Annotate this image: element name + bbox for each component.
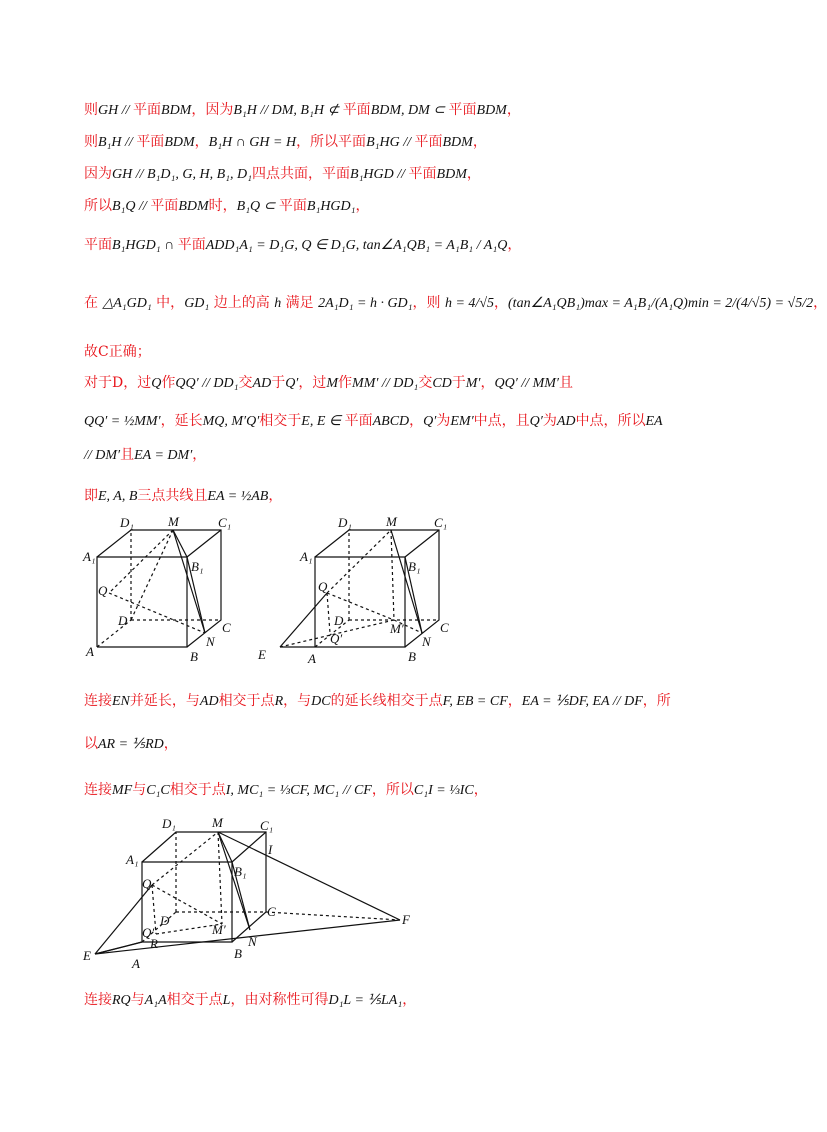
math-fragment: BDM <box>164 135 195 150</box>
text-fragment: 作 <box>161 375 176 391</box>
math-fragment: AD <box>199 694 219 709</box>
text-fragment: 则 <box>84 134 98 150</box>
fig-label: N <box>422 634 431 649</box>
fig-label: M′ <box>212 922 226 937</box>
math-fragment: RQ <box>112 993 131 1008</box>
text-line <box>84 236 521 255</box>
math-fragment: // <box>393 167 409 182</box>
text-fragment: ，所以 <box>371 782 414 798</box>
math-fragment: EA = DM′ <box>134 448 193 463</box>
math-fragment: L <box>222 993 231 1008</box>
math-fragment: AR = ⅕RD <box>98 737 164 752</box>
text-fragment: 平面 <box>344 413 373 429</box>
math-fragment: GH // B₁D₁, G, H, B₁, D₁ <box>112 167 253 182</box>
math-fragment: (tan∠A₁QB₁)max = A₁B₁/(A₁Q)min = 2/(4/√5) = √5/2 <box>508 296 814 311</box>
cube-figure-2 <box>250 515 460 665</box>
math-fragment: // <box>118 103 134 118</box>
fig-label: F <box>402 912 410 927</box>
text-fragment: 平面 <box>414 134 443 150</box>
math-fragment: GH <box>98 103 119 118</box>
text-fragment: 相交于点 <box>166 992 223 1008</box>
math-fragment: AD <box>252 376 272 391</box>
fig-label: B <box>408 649 416 664</box>
math-fragment: Q′ <box>423 414 437 429</box>
math-fragment: BDM <box>178 199 209 214</box>
text-fragment: 相交于 <box>259 413 302 429</box>
math-fragment: EN <box>112 694 130 709</box>
text-line <box>84 343 151 361</box>
text-fragment: 中点，且 <box>473 413 530 429</box>
text-fragment: 平面 <box>150 198 179 214</box>
text-fragment: 四点共面，平面 <box>252 166 351 182</box>
text-fragment: ， <box>480 375 495 391</box>
fig-label: Q <box>318 579 328 594</box>
text-fragment: ，所以平面 <box>296 134 367 150</box>
math-fragment: h = 4/√5 <box>444 296 495 311</box>
text-fragment: ， <box>473 782 488 798</box>
fig-label: B₁ <box>408 559 421 574</box>
text-fragment: ， <box>507 693 522 709</box>
math-fragment: B₁H // DM, B₁H ⊄ <box>233 103 343 118</box>
text-line <box>84 412 663 431</box>
text-line <box>84 165 481 184</box>
fig-label: M′ <box>390 621 404 636</box>
fig-label: E <box>83 948 91 963</box>
math-fragment: ADD₁A₁ = D₁G, Q ∈ D₁G, tan∠A₁QB₁ = A₁B₁ / A₁Q <box>205 238 508 253</box>
text-fragment: ，则 <box>412 295 445 311</box>
text-fragment: ， <box>194 134 209 150</box>
math-fragment: I, MC₁ = ⅓CF, MC₁ // CF <box>225 783 372 798</box>
text-line <box>84 101 521 120</box>
math-fragment: QQ′ // MM′ <box>494 376 559 391</box>
text-fragment: ，由对称性可得 <box>230 992 329 1008</box>
text-fragment: ， <box>813 295 827 311</box>
fig-label: C <box>267 904 276 919</box>
text-fragment: 平面 <box>136 134 165 150</box>
fig-label: A <box>86 644 94 659</box>
math-fragment: BDM, DM ⊂ <box>370 103 449 118</box>
text-fragment: ，因为 <box>191 102 234 118</box>
text-line <box>84 487 282 506</box>
text-line <box>84 781 488 800</box>
fig-label: Q <box>98 583 108 598</box>
text-fragment: 且 <box>120 447 135 463</box>
math-fragment: // DM′ <box>84 448 121 463</box>
text-fragment: ，延长 <box>160 413 203 429</box>
text-fragment: 连接 <box>84 782 112 798</box>
text-fragment: ，过 <box>298 375 327 391</box>
text-fragment: ，所 <box>642 693 671 709</box>
text-fragment: 平面 <box>278 198 307 214</box>
text-fragment: 且 <box>558 375 573 391</box>
math-fragment: EM′ <box>450 414 474 429</box>
math-fragment: C₁C <box>146 783 170 798</box>
text-fragment: ， <box>506 102 521 118</box>
math-fragment: QQ′ = ½MM′ <box>84 414 161 429</box>
math-fragment: B₁Q <box>112 199 136 214</box>
math-fragment: E, A, B <box>98 489 138 504</box>
fig-label: C₁ <box>218 515 232 530</box>
math-fragment: △A₁GD₁ <box>102 296 152 311</box>
math-fragment: BDM <box>436 167 467 182</box>
text-fragment: 平面 <box>177 237 206 253</box>
math-fragment: B₁HGD₁ ∩ <box>112 238 178 253</box>
text-fragment: 为 <box>436 413 451 429</box>
fig-label: D₁ <box>162 816 176 831</box>
fig-label: M <box>212 815 223 830</box>
fig-label: D₁ <box>338 515 352 530</box>
fig-label: C₁ <box>434 515 448 530</box>
math-fragment: Q′ <box>529 414 543 429</box>
cube-figure-1 <box>80 515 250 665</box>
fig-label: A <box>132 956 140 971</box>
text-line <box>84 446 206 465</box>
fig-label: B <box>190 649 198 664</box>
text-fragment: ， <box>355 198 370 214</box>
fig-label: B₁ <box>234 864 247 879</box>
math-fragment: // <box>399 135 415 150</box>
cube-figure-3 <box>80 812 420 972</box>
text-fragment: 平面 <box>448 102 477 118</box>
math-fragment: BDM <box>442 135 473 150</box>
fig-label: M <box>168 514 179 529</box>
text-fragment: 平面 <box>342 102 371 118</box>
math-fragment: // <box>135 199 151 214</box>
text-fragment: 为 <box>542 413 557 429</box>
math-fragment: DC <box>311 694 331 709</box>
text-fragment: 与 <box>132 782 147 798</box>
math-fragment: B₁H <box>98 135 122 150</box>
text-fragment: 平面 <box>408 166 437 182</box>
text-fragment: 以 <box>84 736 98 752</box>
fig-label: M <box>386 514 397 529</box>
math-fragment: Q′ <box>285 376 299 391</box>
math-fragment: // <box>121 135 137 150</box>
math-fragment: BDM <box>161 103 192 118</box>
math-fragment: h <box>274 296 282 311</box>
math-fragment: B₁H ∩ GH = H <box>208 135 297 150</box>
fig-label: N <box>248 934 257 949</box>
fig-label: C <box>440 620 449 635</box>
math-fragment: MQ, M′Q′ <box>202 414 260 429</box>
fig-label: D <box>118 613 128 628</box>
text-fragment: 与 <box>130 992 145 1008</box>
text-fragment: 故C正确； <box>84 344 151 360</box>
text-fragment: 时， <box>208 198 237 214</box>
math-fragment: EA = ½AB <box>207 489 269 504</box>
math-fragment: MF <box>112 783 133 798</box>
text-fragment: 平面 <box>84 237 112 253</box>
text-fragment: 连接 <box>84 992 112 1008</box>
text-fragment: 对于D，过 <box>84 375 152 391</box>
math-fragment: B₁HGD₁ <box>306 199 356 214</box>
text-fragment: ， <box>466 166 481 182</box>
text-fragment: 则 <box>84 102 98 118</box>
fig-label: R <box>150 936 158 951</box>
math-fragment: F, EB = CF <box>442 694 508 709</box>
fig-label: A₁ <box>300 549 313 564</box>
text-fragment: 三点共线且 <box>137 488 208 504</box>
fig-label: Q′ <box>330 631 343 646</box>
text-fragment: 所以 <box>84 198 112 214</box>
fig-label: A <box>308 651 316 666</box>
math-fragment: M′ <box>465 376 481 391</box>
fig-label: I <box>268 842 273 857</box>
text-fragment: ， <box>163 736 178 752</box>
text-fragment: 于 <box>271 375 286 391</box>
math-fragment: GD₁ <box>184 296 210 311</box>
text-fragment: 于 <box>451 375 466 391</box>
math-fragment: R <box>274 694 284 709</box>
math-fragment: M <box>326 376 339 391</box>
fig-label: A₁ <box>83 549 96 564</box>
fig-label: C <box>222 620 231 635</box>
text-fragment: 相交于点 <box>169 782 226 798</box>
math-fragment: AD <box>556 414 576 429</box>
text-fragment: 交 <box>418 375 433 391</box>
math-fragment: QQ′ // DD₁ <box>175 376 239 391</box>
fig-label: B₁ <box>191 559 204 574</box>
text-line <box>84 692 671 711</box>
math-fragment: D₁L = ⅕LA₁ <box>328 993 403 1008</box>
fig-label: N <box>206 634 215 649</box>
text-fragment: 即 <box>84 488 98 504</box>
text-fragment: 连接 <box>84 693 112 709</box>
text-fragment: 中点，所以 <box>575 413 646 429</box>
fig-label: Q <box>142 876 152 891</box>
math-fragment: Q <box>151 376 162 391</box>
text-fragment: ， <box>268 488 283 504</box>
fig-label: Q′ <box>142 925 155 940</box>
math-fragment: B₁HG <box>366 135 400 150</box>
math-fragment: B₁Q ⊂ <box>236 199 279 214</box>
math-fragment: ABCD <box>372 414 410 429</box>
text-line <box>84 197 370 216</box>
math-fragment: BDM <box>476 103 507 118</box>
fig-label: D <box>334 613 344 628</box>
text-fragment: 中， <box>151 295 185 311</box>
text-fragment: ， <box>494 295 509 311</box>
fig-label: B <box>234 946 242 961</box>
text-line <box>84 294 827 313</box>
text-fragment: ， <box>192 447 207 463</box>
text-line <box>84 735 178 754</box>
text-line <box>84 133 487 152</box>
fig-label: D₁ <box>120 515 134 530</box>
text-fragment: 平面 <box>133 102 162 118</box>
text-line <box>84 991 416 1010</box>
text-fragment: ，与 <box>283 693 312 709</box>
math-fragment: MM′ // DD₁ <box>352 376 419 391</box>
math-fragment: A₁A <box>144 993 167 1008</box>
text-fragment: 边上的高 <box>209 295 275 311</box>
math-fragment: 2A₁D₁ = h · GD₁ <box>318 296 413 311</box>
math-fragment: C₁I = ⅓IC <box>413 783 474 798</box>
math-fragment: EA = ⅕DF, EA // DF <box>521 694 643 709</box>
text-fragment: 作 <box>338 375 353 391</box>
text-fragment: ， <box>472 134 487 150</box>
fig-label: D <box>160 913 170 928</box>
text-fragment: 相交于点 <box>218 693 275 709</box>
math-fragment: CD <box>432 376 452 391</box>
fig-label: C₁ <box>260 818 274 833</box>
math-fragment: EA <box>645 414 663 429</box>
text-fragment: ， <box>402 992 417 1008</box>
text-fragment: 的延长线相交于点 <box>330 693 443 709</box>
text-fragment: 因为 <box>84 166 112 182</box>
math-fragment: E, E ∈ <box>301 414 345 429</box>
text-fragment: ， <box>409 413 424 429</box>
math-fragment: B₁HGD <box>350 167 394 182</box>
text-fragment: ， <box>507 237 522 253</box>
fig-label: E <box>258 647 266 662</box>
fig-label: A₁ <box>126 852 139 867</box>
text-fragment: 满足 <box>281 295 319 311</box>
text-fragment: 并延长，与 <box>129 693 200 709</box>
text-fragment: 在 <box>84 295 103 311</box>
text-line <box>84 374 573 393</box>
text-fragment: 交 <box>238 375 253 391</box>
